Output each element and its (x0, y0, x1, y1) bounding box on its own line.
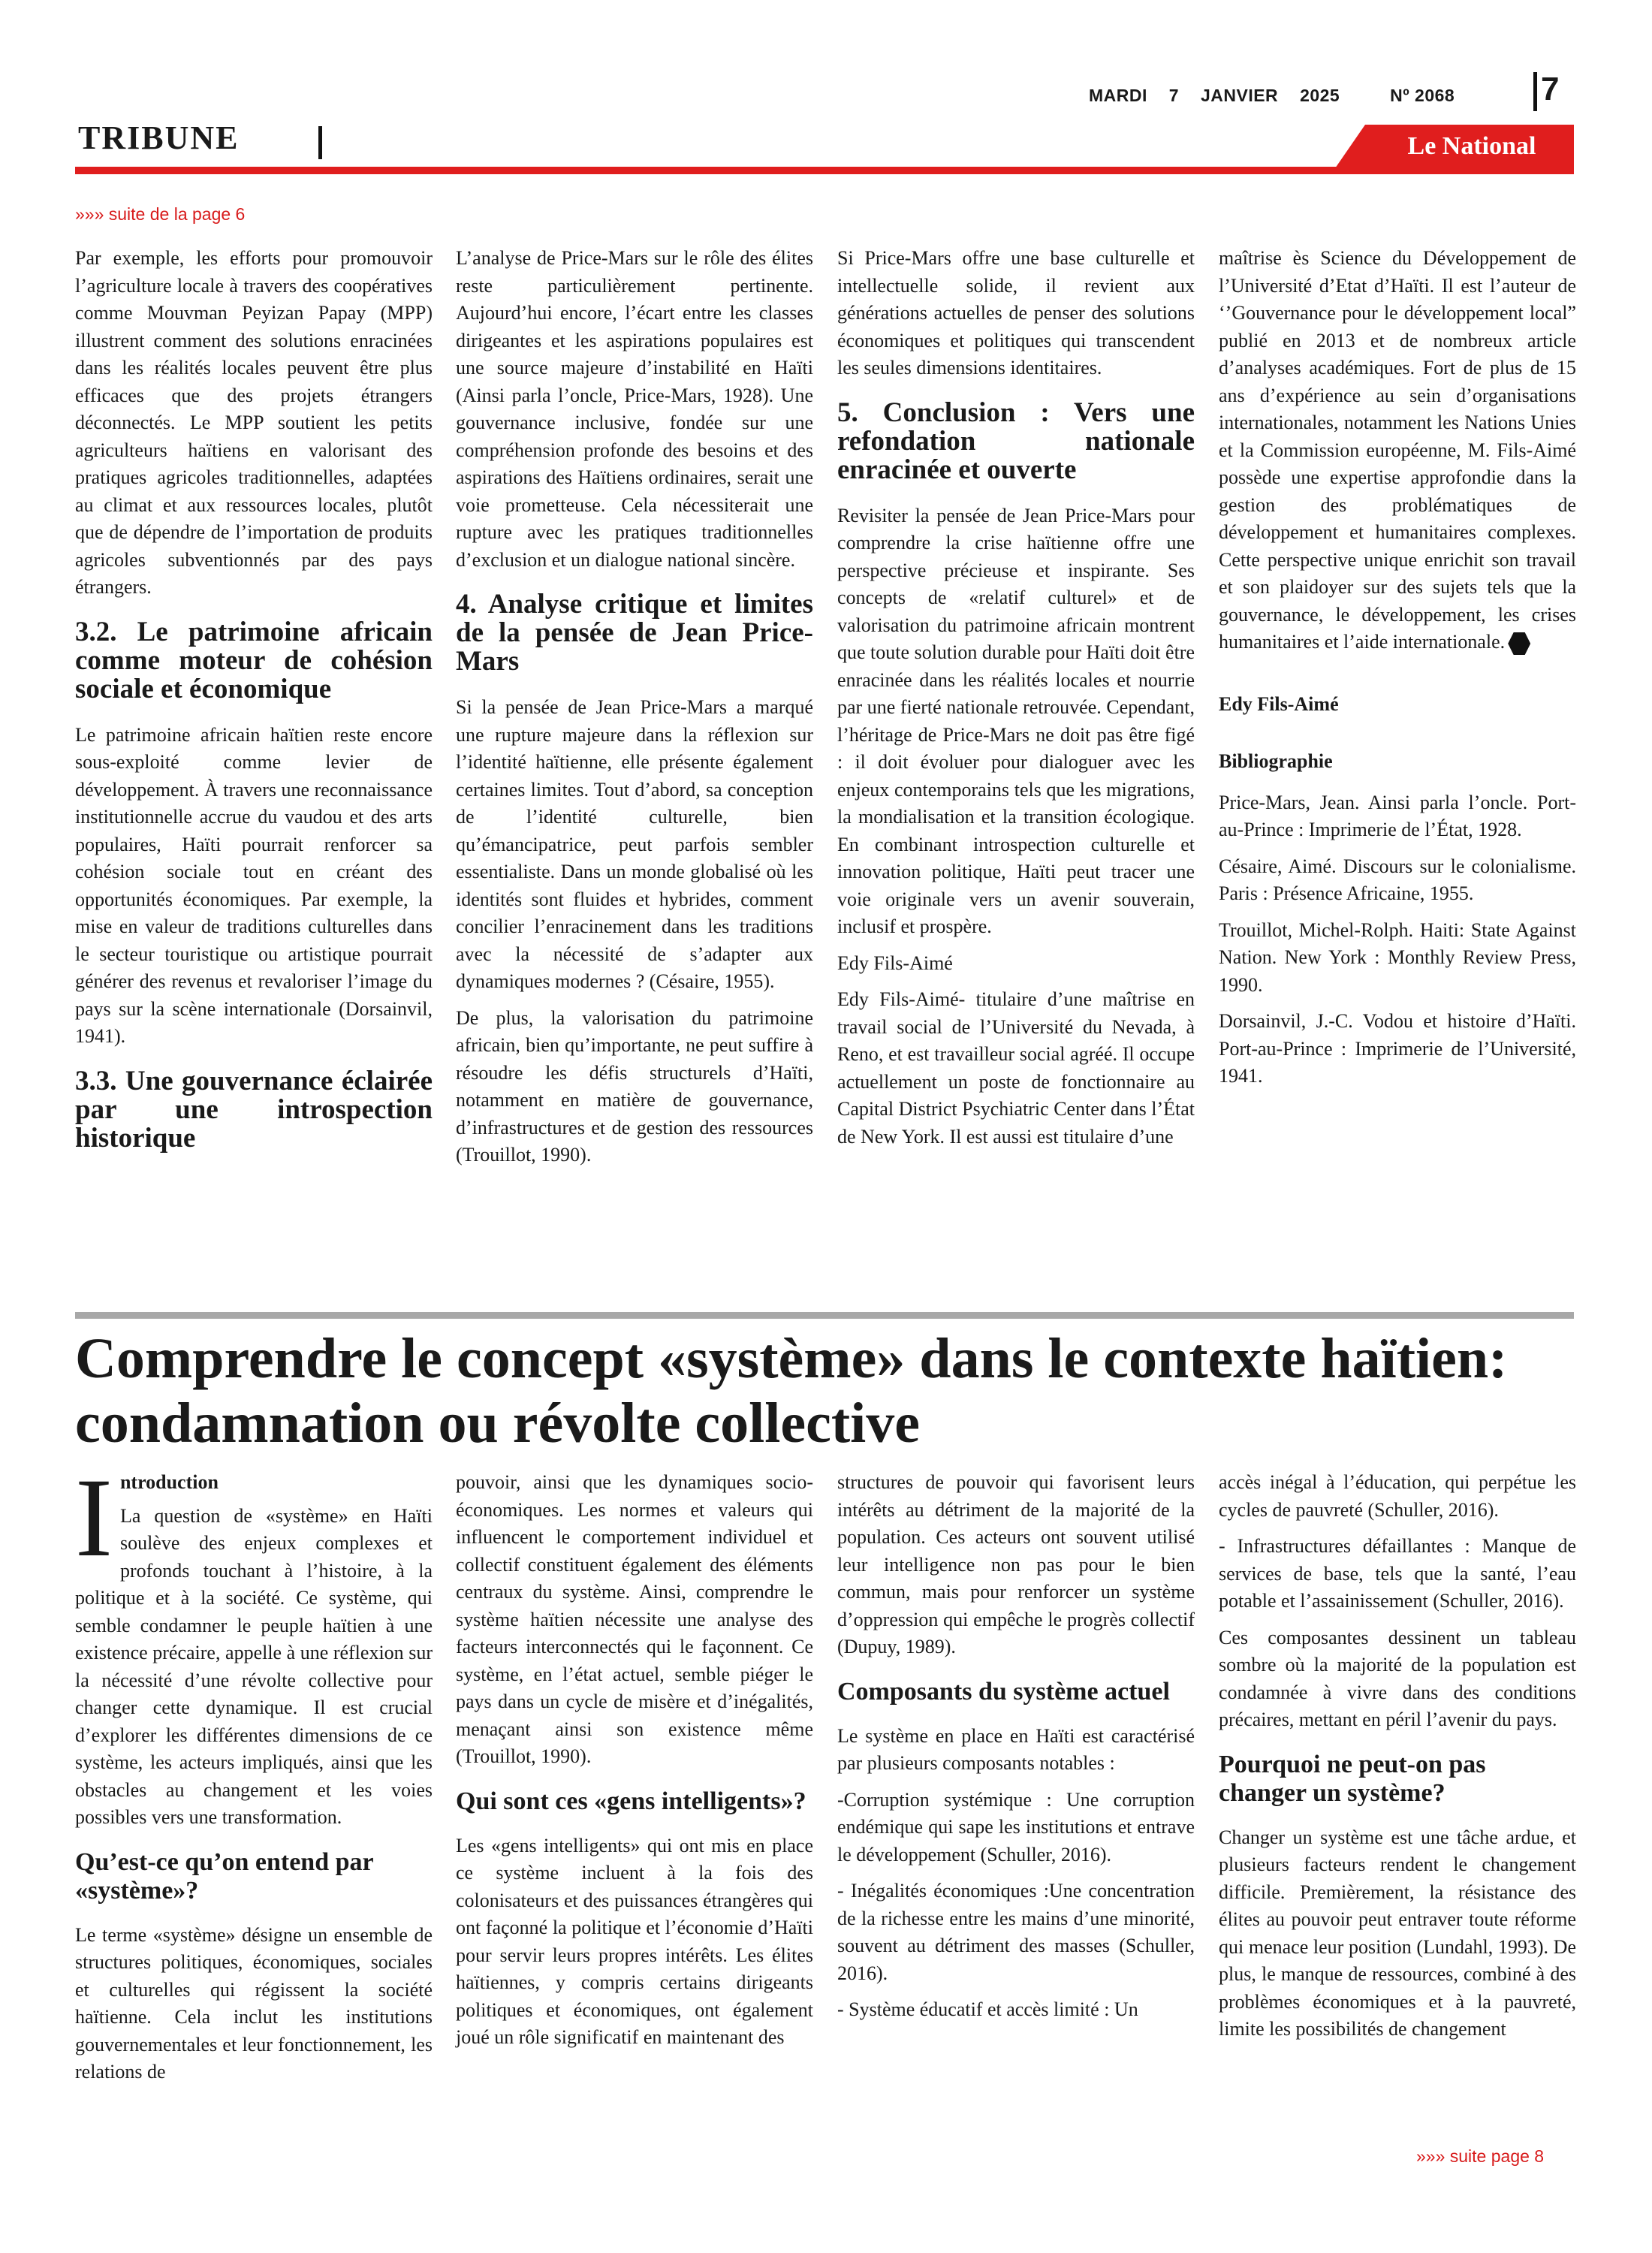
article2-column-1 (75, 1455, 433, 2095)
issue-number: Nº 2068 (1390, 86, 1455, 105)
paragraph: - Infrastructures défaillantes : Manque de services de base, tels que la santé, l’eau potable et l’assainissement (Schuller, 2016). (1219, 1535, 1576, 1612)
paragraph (1219, 245, 1576, 656)
signature: Edy Fils-Aimé (837, 952, 953, 974)
subheading: Qui sont ces «gens intelligents»? (456, 1787, 806, 1815)
paragraph: Par exemple, les efforts pour promouvoir l’agriculture locale à travers des coopératives comme Mouvman Peyizan Papay (MPP) illustrent comment des solutions enracinées dans les réalités locales peuvent être plus efficaces que des projets étrangers déconnectés. Le MPP soutient les petits agriculteurs haïtiens en valorisant des pratiques agricoles traditionnelles, adaptées au climat et aux ressources locales, plutôt que de dépendre de l’importation de produits agricoles subventionnés par des pays étrangers. (75, 247, 433, 598)
bibliography-entry: Trouillot, Michel-Rolph. Haiti: State Against Nation. New York : Monthly Review Press, 1990. (1219, 918, 1576, 996)
paragraph: De plus, la valorisation du patrimoine africain, bien qu’importante, ne peut suffire à résoudre les défis structurels d’Haïti, notamment en matière de gouvernance, d’infrastructures et de gestion des ressources (Trouillot, 1990). (456, 1006, 813, 1166)
section-heading-3-2: 3.2. Le patrimoine africain comme moteur de cohésion sociale et économique (75, 616, 433, 704)
paragraph: -Corruption systémique : Une corruption endémique qui sape les institutions et entrave le développement (Schuller, 2016). (837, 1788, 1195, 1865)
date-day: MARDI (1089, 86, 1147, 105)
paragraph: Les «gens intelligents» qui ont mis en place ce système incluent à la fois des colonisateurs et des puissances étrangères qui ont façonné la politique et l’économie d’Haïti pour servir leurs propres intérêts. Les élites haïtiennes, y compris certains dirigeants politiques et économiques, ont également joué un rôle significatif en maintenant des (456, 1834, 813, 2048)
dateline (1089, 86, 1554, 106)
paragraph: Si Price-Mars offre une base culturelle et intellectuelle solide, il revient aux générations actuelles de penser des solutions économiques et politiques qui transcendent les seules dimensions identitaires. (837, 247, 1195, 379)
paragraph: Le terme «système» désigne un ensemble de structures politiques, économiques, sociales et culturelles qui régissent la société haïtienne. Cela inclut les institutions gouvernementales et leur fonctionnement, les relations de (75, 1923, 433, 2083)
article2-column-4 (1219, 1469, 1576, 2052)
paragraph: La question de «système» en Haïti soulève des enjeux complexes et profonds touchant à l’histoire, à la politique et à la société. Ce système, qui semble condamner le peuple haïtien à une existence précaire, appelle à une réflexion sur la nécessité d’une révolte collective pour changer cette dynamique. Il est crucial d’explorer les différentes dimensions de ce système, les acteurs impliqués, ainsi que les obstacles au changement et les voies possibles vers une transformation. (75, 1504, 433, 1828)
paragraph: - Inégalités économiques :Une concentration de la richesse entre les mains d’une minorité, souvent au détriment des masses (Schuller, 2016). (837, 1880, 1195, 1984)
date-month: JANVIER (1200, 86, 1279, 105)
continued-from[interactable]: »»» suite de la page 6 (75, 204, 246, 224)
date-number: 7 (1168, 86, 1180, 105)
bibliography-entry: Césaire, Aimé. Discours sur le colonialisme. Paris : Présence Africaine, 1955. (1219, 855, 1576, 904)
section-heading-5: 5. Conclusion : Vers une refondation nationale enracinée et ouverte (837, 397, 1195, 485)
article2-column-2 (456, 1469, 813, 2061)
article1-column-1 (75, 245, 433, 1171)
article-divider (75, 1312, 1574, 1319)
page-number: 7 (1541, 71, 1560, 107)
paragraph: Revisiter la pensée de Jean Price-Mars pour comprendre la crise haïtienne offre une perspective précieuse et inspirante. Ses concepts de «relatif culturel» et de valorisation du patrimoine africain montrent que toute solution durable pour Haïti doit être enracinée dans les réalités locales et nourrie par une fierté nationale retrouvée. Cependant, l’héritage de Price-Mars ne doit pas être figé : il doit évoluer pour dialoguer avec les enjeux contemporains tels que les migrations, la mondialisation et la transition écologique. En combinant introspection culturelle et innovation politique, Haïti peut tracer une voie originale vers un avenir souverain, inclusif et prospère. (837, 504, 1195, 937)
end-mark-icon (1508, 632, 1530, 655)
intro-label: ntroduction (119, 1471, 219, 1493)
paragraph: Si la pensée de Jean Price-Mars a marqué une rupture majeure dans la réflexion sur l’identité haïtienne, elle présente également certaines limites. Tout d’abord, sa conception de l’identité culturelle, bien qu’émancipatrice, peut parfois sembler essentialiste. Dans un monde globalisé où les identités sont fluides et hybrides, comment concilier l’enracinement dans les traditions avec la nécessité de s’adapter aux dynamiques modernes ? (Césaire, 1955). (456, 696, 813, 992)
paragraph: pouvoir, ainsi que les dynamiques socio-économiques. Les normes et valeurs qui influencent le comportement individuel et collectif constituent également des éléments centraux du système. Ainsi, comprendre le système haïtien nécessite une analyse des facteurs interconnectés qui le façonnent. Ce système, en l’état actuel, semble piéger le pays dans un cycle de misère et d’inégalités, menaçant ainsi son existence même (Trouillot, 1990). (456, 1471, 813, 1767)
date-year: 2025 (1300, 86, 1340, 105)
section-heading-4: 4. Analyse critique et limites de la pensée de Jean Price-Mars (456, 589, 813, 677)
subheading: Pourquoi ne peut-on pas changer un système? (1219, 1750, 1486, 1807)
brand-name: Le National (1407, 132, 1536, 160)
subheading: Qu’est-ce qu’on entend par «système»? (75, 1847, 373, 1905)
section-divider (318, 126, 322, 159)
bibliography-title: Bibliographie (1219, 750, 1333, 772)
section-heading-3-3: 3.3. Une gouvernance éclairée par une introspection historique (75, 1065, 433, 1154)
continued-on[interactable]: »»» suite page 8 (1416, 2146, 1545, 2166)
author-bio: maîtrise ès Science du Développement de l’Université d’Etat d’Haïti. Il est l’auteur de ‘’Gouvernance pour le développement local” publié en 2013 et de nombreux article d’analyses académiques. Fort de plus de 15 ans d’expérience au sein d’organisations internationales, notamment les Nations Unies et la Commission européenne, M. Fils-Aimé possède une expertise approfondie dans la gestion des problématiques de développement et humanitaires complexes. Cette perspective unique enrichit son travail et son plaidoyer sur des sujets tels que la gouvernance, le développement, les crises humanitaires et l’aide internationale. (1219, 247, 1576, 653)
page-number-divider (1533, 72, 1537, 111)
bibliography-entry: Price-Mars, Jean. Ainsi parla l’oncle. Port-au-Prince : Imprimerie de l’État, 1928. (1219, 791, 1576, 840)
paragraph: - Système éducatif et accès limité : Un (837, 1998, 1138, 2020)
bibliography-entry: Dorsainvil, J.-C. Vodou et histoire d’Haïti. Port-au-Prince : Imprimerie de l’Université, 1941. (1219, 1010, 1576, 1087)
paragraph: Changer un système est une tâche ardue, et plusieurs facteurs rendent le changement difficile. Premièrement, la résistance des élites au pouvoir peut entraver toute réforme qui menace leur position (Lundahl, 1993). De plus, le manque de ressources, combiné à des problèmes économiques et à la pauvreté, limite les possibilités de changement (1219, 1826, 1576, 2040)
paragraph: Edy Fils-Aimé- titulaire d’une maîtrise en travail social de l’Université du Nevada, à Reno, et est travailleur social agréé. Il occupe actuellement un poste de fonctionnaire au Capital District Psychiatric Center dans l’État de New York. Il est aussi est titulaire d’une (837, 988, 1195, 1148)
subheading: Composants du système actuel (837, 1677, 1170, 1706)
header-rule (75, 167, 1574, 174)
paragraph: Le système en place en Haïti est caractérisé par plusieurs composants notables : (837, 1724, 1195, 1774)
article1-column-3 (837, 245, 1195, 1160)
paragraph: structures de pouvoir qui favorisent leurs intérêts au détriment de la majorité de la population. Ces acteurs ont souvent utilisé leur intelligence non pas pour le bien commun, mais pour renforcer un système d’oppression qui empêche le progrès collectif (Dupuy, 1989). (837, 1471, 1195, 1657)
drop-cap: I (75, 1455, 113, 1580)
section-title: TRIBUNE (78, 119, 240, 156)
paragraph: L’analyse de Price-Mars sur le rôle des élites reste particulièrement pertinente. Aujourd’hui encore, l’écart entre les classes dirigeantes et les aspirations populaires est une source majeure d’instabilité en Haïti (Ainsi parla l’oncle, Price-Mars, 1928). Une gouvernance inclusive, fondée sur une compréhension profonde des besoins et des aspirations des Haïtiens ordinaires, serait une voie prometteuse. Cela nécessiterait une rupture avec les pratiques traditionnelles d’exclusion et un dialogue national sincère. (456, 247, 813, 571)
paragraph: accès inégal à l’éducation, qui perpétue les cycles de pauvreté (Schuller, 2016). (1219, 1471, 1576, 1521)
article1-column-2 (456, 245, 813, 1178)
article2-column-3 (837, 1469, 1195, 2033)
author-name: Edy Fils-Aimé (1219, 692, 1339, 715)
article1-column-4 (1219, 245, 1576, 1099)
paragraph: Le patrimoine africain haïtien reste encore sous-exploité comme levier de développement. À travers une reconnaissance institutionnelle accrue du vaudou et des arts populaires, Haïti pourrait renforcer sa cohésion sociale tout en créant des opportunités économiques. Par exemple, la mise en valeur de traditions culturelles dans le secteur touristique ou artistique pourrait générer des revenus et revaloriser l’image du pays sur la scène internationale (Dorsainvil, 1941). (75, 723, 433, 1047)
article2-headline: Comprendre le concept «système» dans le contexte haïtien: condamnation ou révolte collective (75, 1327, 1508, 1455)
paragraph: Ces composantes dessinent un tableau sombre où la majorité de la population est condamnée à vivre dans des conditions précaires, mettant en péril l’avenir du pays. (1219, 1626, 1576, 1730)
